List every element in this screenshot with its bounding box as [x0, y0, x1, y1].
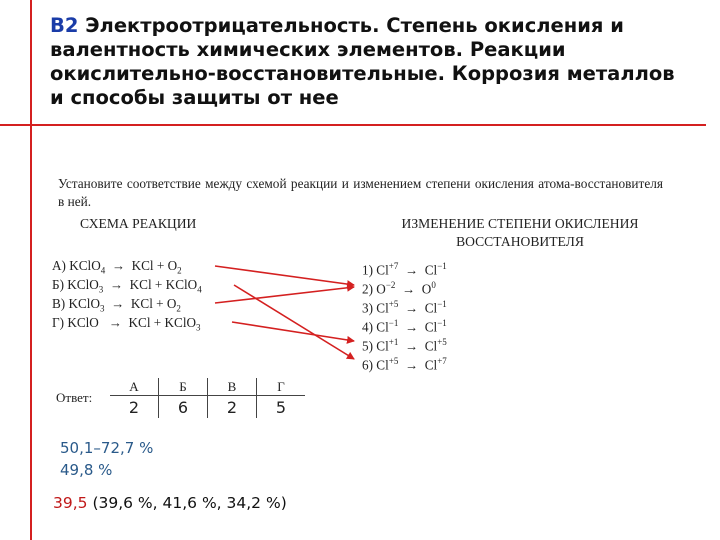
reaction-scheme-header: СХЕМА РЕАКЦИИ — [80, 216, 197, 231]
answer-table — [110, 378, 305, 418]
reaction-row-b: Б) KClO$_3$ → KCl + KClO$_4$ — [52, 277, 202, 295]
answer-header-row — [110, 378, 305, 396]
answer-value-v: 2 — [208, 396, 257, 419]
reaction-row-a: А) KClO$_4$ → KCl + $O_2$ — [52, 258, 182, 276]
stat-value: 49,8 % — [60, 461, 113, 479]
task-instruction: Установите соответствие между схемой реакции и изменением степени окисления атома-восстановителя в ней. — [58, 176, 663, 209]
arrow-icon: → — [108, 315, 122, 330]
arrow-icon: → — [111, 258, 126, 273]
arrow-icon: → — [404, 338, 419, 354]
change-row-4: 4) $Cl^{-1} \to Cl^{-1}$ — [362, 318, 447, 335]
answer-value-b: 6 — [159, 396, 208, 419]
reaction-row-g: Г) KClO → KCl + KClO$_3$ — [52, 315, 201, 333]
arrow-icon: → — [402, 281, 416, 297]
final-result-details: (39,6 %, 41,6 %, 34,2 %) — [87, 494, 287, 512]
final-result — [53, 494, 287, 512]
answer-label: Ответ: — [56, 390, 93, 405]
task-code: В2 — [50, 14, 79, 37]
change-row-3: 3) $Cl^{+5} \to Cl^{-1}$ — [362, 299, 447, 316]
change-row-5: 5) $Cl^{+1} \to Cl^{+5}$ — [362, 337, 447, 354]
oxidation-change-header-line1: ИЗМЕНЕНИЕ СТЕПЕНИ ОКИСЛЕНИЯ — [401, 216, 639, 231]
arrow-icon: → — [404, 357, 419, 373]
slide-title — [50, 14, 690, 110]
arrow-v-to-2 — [215, 287, 354, 303]
answer-value-g: 5 — [257, 396, 306, 419]
arrow-icon: → — [111, 296, 125, 311]
frame-vertical-line — [30, 0, 32, 540]
answer-value-row — [110, 396, 305, 419]
answer-header-g: Г — [257, 378, 306, 396]
oxidation-change-header-line2: ВОССТАНОВИТЕЛЯ — [456, 234, 584, 249]
answer-value-a: 2 — [128, 397, 140, 417]
change-row-2: 2) $O^{-2} \to O^0$ — [362, 280, 436, 297]
answer-header-b: Б — [159, 378, 208, 396]
answer-header-v: В — [208, 378, 257, 396]
arrow-icon: → — [404, 262, 419, 278]
final-result-value: 39,5 — [53, 494, 88, 512]
change-row-6: 6) $Cl^{+5} \to Cl^{+7}$ — [362, 356, 447, 373]
arrow-icon: → — [404, 300, 419, 316]
arrow-b-to-6 — [234, 285, 354, 359]
frame-horizontal-line — [0, 124, 706, 126]
arrow-icon: → — [109, 277, 124, 292]
answer-header-a: А — [110, 378, 159, 396]
stat-range: 50,1–72,7 % — [60, 439, 154, 457]
change-row-1: 1) $Cl^{+7} \to Cl^{-1}$ — [362, 261, 447, 278]
arrow-g-to-5 — [232, 322, 354, 341]
arrow-a-to-2 — [215, 266, 354, 285]
title-text: Электроотрицательность. Степень окисления и валентность химических элементов. Реакции окислительно-восстановительные. Коррозия металлов и способы защиты от нее — [50, 14, 675, 109]
reaction-row-v: В) KClO$_3$ → KCl + $O_2$ — [52, 296, 181, 314]
arrow-icon: → — [404, 319, 419, 335]
